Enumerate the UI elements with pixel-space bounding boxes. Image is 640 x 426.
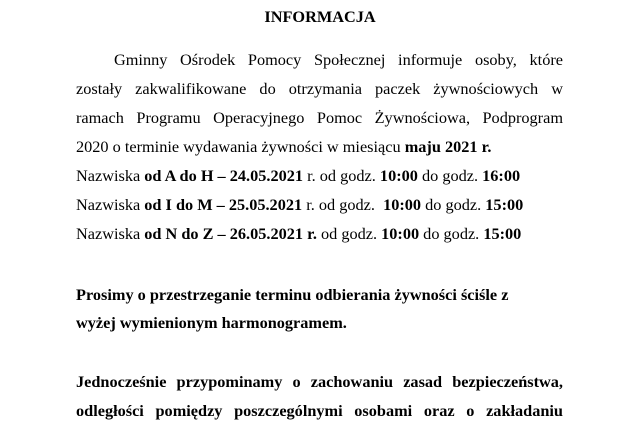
text: do godz. (421, 195, 486, 214)
time-from: 10:00 (383, 195, 422, 214)
month-highlight: maju 2021 r. (404, 137, 492, 156)
paragraph-line (76, 137, 563, 157)
paragraph-line: zostały zakwalifikowane do otrzymania paczek żywnościowych w (76, 79, 563, 98)
text: r. od godz. (302, 195, 384, 214)
schedule-line (76, 224, 563, 244)
schedule-line (76, 166, 563, 186)
text: r. od godz. (303, 166, 380, 185)
time-to: 15:00 (485, 195, 524, 214)
text: 2020 o terminie wydawania żywności w miesiącu (76, 137, 405, 156)
time-to: 15:00 (483, 224, 522, 243)
text: Nazwiska (76, 166, 145, 185)
text: od godz. (316, 224, 382, 243)
request-line: Prosimy o przestrzeganie terminu odbierania żywności ściśle z (76, 285, 509, 304)
range: od A do H – 24.05.2021 (144, 166, 304, 185)
range: od N do Z – 26.05.2021 r. (144, 224, 317, 243)
time-from: 10:00 (381, 224, 420, 243)
document-title: INFORMACJA (264, 7, 376, 26)
paragraph-line: Gminny Ośrodek Pomocy Społecznej informuje osoby, które (114, 50, 563, 69)
text: Nazwiska (76, 195, 145, 214)
reminder-line: odległości pomiędzy poszczególnymi osobami oraz o zakładaniu (76, 401, 563, 420)
reminder-line: Jednocześnie przypominamy o zachowaniu zasad bezpieczeństwa, (76, 372, 563, 391)
text: do godz. (419, 224, 484, 243)
range: od I do M – 25.05.2021 (144, 195, 303, 214)
text: do godz. (417, 166, 483, 185)
schedule-line (76, 195, 563, 215)
text: Nazwiska (76, 224, 145, 243)
request-line: wyżej wymienionym harmonogramem. (76, 313, 347, 332)
paragraph-line: ramach Programu Operacyjnego Pomoc Żywnościowa, Podprogram (76, 108, 563, 127)
time-to: 16:00 (482, 166, 521, 185)
time-from: 10:00 (379, 166, 418, 185)
